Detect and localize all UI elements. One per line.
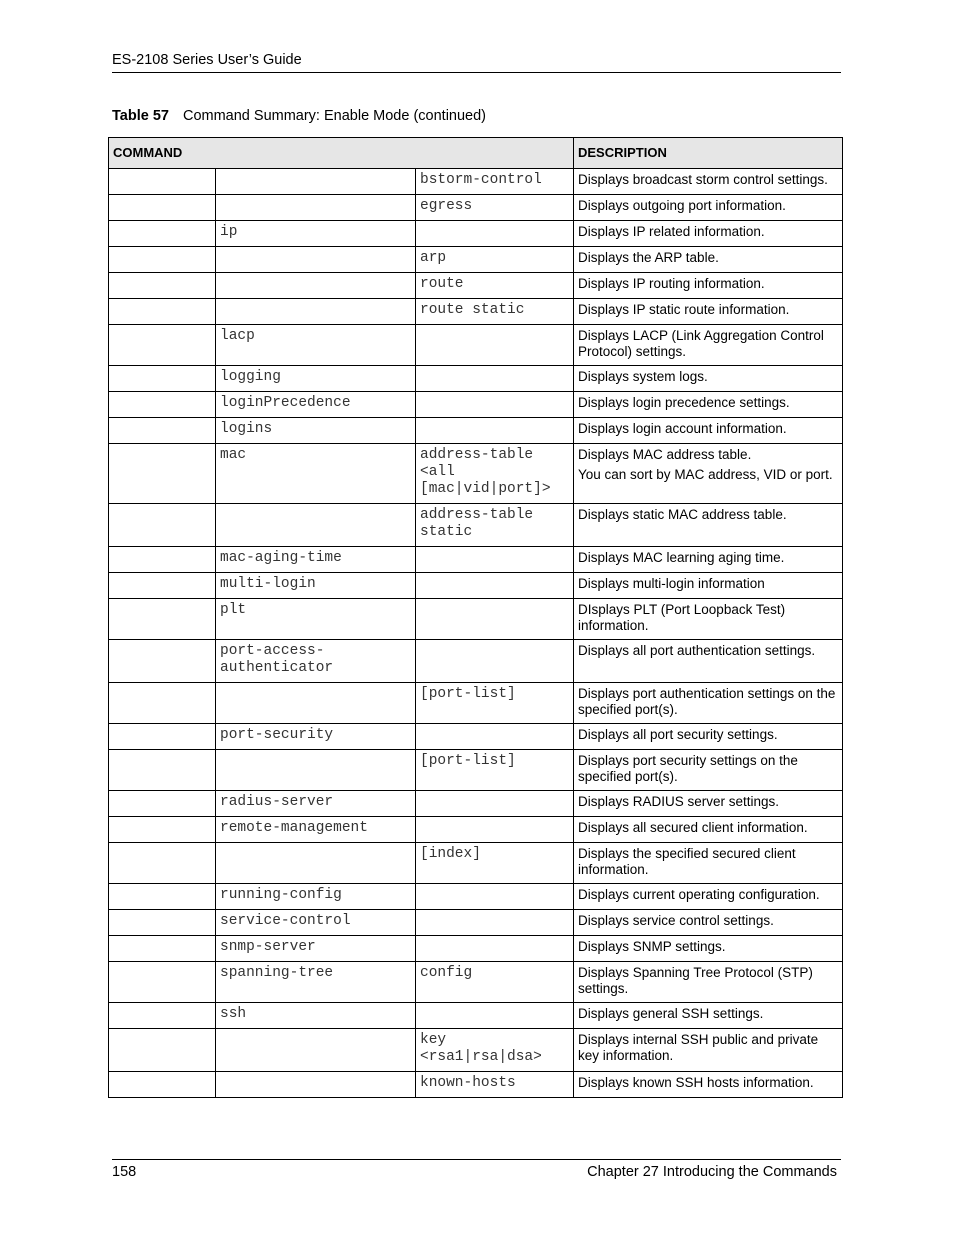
- command-level-1: [109, 504, 216, 547]
- table-row: [109, 1072, 843, 1098]
- command-level-2: mac: [216, 444, 416, 504]
- description-text: Displays current operating configuration.: [578, 887, 820, 902]
- description-cell: [574, 599, 843, 640]
- command-level-1: [109, 573, 216, 599]
- command-level-2: lacp: [216, 325, 416, 366]
- description-cell: [574, 843, 843, 884]
- command-level-3: arp: [416, 247, 574, 273]
- guide-title: ES-2108 Series User’s Guide: [112, 52, 302, 68]
- description-cell: [574, 640, 843, 683]
- description-text: Displays IP related information.: [578, 224, 765, 239]
- command-level-2: snmp-server: [216, 936, 416, 962]
- command-level-2: port-access-authenticator: [216, 640, 416, 683]
- table-row: [109, 504, 843, 547]
- command-level-1: [109, 392, 216, 418]
- description-text: Displays IP routing information.: [578, 276, 765, 291]
- description-cell: [574, 884, 843, 910]
- table-row: [109, 247, 843, 273]
- description-cell: [574, 1072, 843, 1098]
- command-level-3: [416, 366, 574, 392]
- command-level-2: [216, 169, 416, 195]
- table-body: [109, 169, 843, 1098]
- table-number: Table 57: [112, 108, 169, 124]
- command-level-2: [216, 1029, 416, 1072]
- command-level-3: address-table <all [mac|vid|port]>: [416, 444, 574, 504]
- table-row: [109, 910, 843, 936]
- command-level-1: [109, 843, 216, 884]
- description-cell: [574, 1029, 843, 1072]
- table-row: [109, 444, 843, 504]
- description-text: Displays known SSH hosts information.: [578, 1075, 814, 1090]
- table-row: [109, 683, 843, 724]
- command-level-1: [109, 169, 216, 195]
- command-level-2: [216, 504, 416, 547]
- table-row: [109, 1029, 843, 1072]
- description-text: Displays internal SSH public and private key information.: [578, 1032, 819, 1063]
- description-cell: [574, 444, 843, 504]
- command-level-3: [416, 221, 574, 247]
- description-text: Displays MAC address table.: [578, 447, 752, 462]
- command-level-3: egress: [416, 195, 574, 221]
- command-level-2: running-config: [216, 884, 416, 910]
- description-text: Displays port security settings on the specified port(s).: [578, 753, 798, 784]
- description-text: Displays port authentication settings on the specified port(s).: [578, 686, 836, 717]
- command-level-3: [416, 640, 574, 683]
- command-level-2: multi-login: [216, 573, 416, 599]
- description-text: Displays login precedence settings.: [578, 395, 790, 410]
- command-level-3: [416, 418, 574, 444]
- description-cell: [574, 724, 843, 750]
- command-level-2: spanning-tree: [216, 962, 416, 1003]
- command-level-3: [416, 1003, 574, 1029]
- description-text: Displays the specified secured client information.: [578, 846, 796, 877]
- description-cell: [574, 392, 843, 418]
- command-level-1: [109, 724, 216, 750]
- description-text: Displays login account information.: [578, 421, 787, 436]
- table-row: [109, 843, 843, 884]
- description-text: Displays SNMP settings.: [578, 939, 726, 954]
- command-level-2: loginPrecedence: [216, 392, 416, 418]
- description-cell: [574, 504, 843, 547]
- command-level-2: service-control: [216, 910, 416, 936]
- command-level-3: address-table static: [416, 504, 574, 547]
- command-level-3: [416, 910, 574, 936]
- table-row: [109, 791, 843, 817]
- command-level-1: [109, 884, 216, 910]
- description-cell: [574, 273, 843, 299]
- table-row: [109, 325, 843, 366]
- command-level-3: [416, 392, 574, 418]
- description-cell: [574, 418, 843, 444]
- table-row: [109, 418, 843, 444]
- table-row: [109, 884, 843, 910]
- table-row: [109, 195, 843, 221]
- description-text: Displays system logs.: [578, 369, 708, 384]
- description-cell: [574, 791, 843, 817]
- description-text: Displays general SSH settings.: [578, 1006, 764, 1021]
- command-level-3: [416, 724, 574, 750]
- column-header-description: DESCRIPTION: [574, 138, 843, 169]
- table-title: Command Summary: Enable Mode (continued): [182, 108, 487, 124]
- description-cell: [574, 573, 843, 599]
- command-level-2: [216, 195, 416, 221]
- command-level-1: [109, 221, 216, 247]
- command-level-2: ip: [216, 221, 416, 247]
- description-cell: [574, 299, 843, 325]
- command-level-2: mac-aging-time: [216, 547, 416, 573]
- description-text: Displays the ARP table.: [578, 250, 719, 265]
- description-text: Displays broadcast storm control settings.: [578, 172, 828, 187]
- command-level-2: logins: [216, 418, 416, 444]
- description-text: Displays Spanning Tree Protocol (STP) settings.: [578, 965, 813, 996]
- command-level-3: known-hosts: [416, 1072, 574, 1098]
- command-level-1: [109, 640, 216, 683]
- command-level-1: [109, 936, 216, 962]
- command-level-2: [216, 750, 416, 791]
- description-cell: [574, 366, 843, 392]
- table-row: [109, 936, 843, 962]
- command-level-2: [216, 299, 416, 325]
- description-cell: [574, 169, 843, 195]
- command-level-1: [109, 1072, 216, 1098]
- command-level-1: [109, 1029, 216, 1072]
- table-row: [109, 750, 843, 791]
- command-level-3: route: [416, 273, 574, 299]
- command-level-3: bstorm-control: [416, 169, 574, 195]
- command-table: [108, 137, 843, 1098]
- description-cell: [574, 195, 843, 221]
- command-level-3: [416, 325, 574, 366]
- description-cell: [574, 817, 843, 843]
- page-number: 158: [112, 1164, 137, 1180]
- command-level-1: [109, 273, 216, 299]
- description-text: Displays IP static route information.: [578, 302, 790, 317]
- table-row: [109, 547, 843, 573]
- table-row: [109, 640, 843, 683]
- description-text: Displays all secured client information.: [578, 820, 808, 835]
- description-cell: [574, 910, 843, 936]
- description-cell: [574, 547, 843, 573]
- command-level-1: [109, 817, 216, 843]
- description-cell: [574, 750, 843, 791]
- command-level-3: [port-list]: [416, 750, 574, 791]
- command-level-1: [109, 444, 216, 504]
- command-level-3: [port-list]: [416, 683, 574, 724]
- description-text: Displays all port security settings.: [578, 727, 778, 742]
- description-text: Displays multi-login information: [578, 576, 765, 591]
- table-row: [109, 221, 843, 247]
- command-level-3: [416, 573, 574, 599]
- description-text: DIsplays PLT (Port Loopback Test) information.: [578, 602, 786, 633]
- command-level-1: [109, 247, 216, 273]
- command-level-2: [216, 247, 416, 273]
- command-level-1: [109, 683, 216, 724]
- page-footer: [112, 1159, 841, 1180]
- command-level-3: route static: [416, 299, 574, 325]
- command-level-3: [index]: [416, 843, 574, 884]
- description-cell: [574, 221, 843, 247]
- command-level-1: [109, 1003, 216, 1029]
- table-header-row: [109, 138, 843, 169]
- command-level-1: [109, 750, 216, 791]
- command-level-2: [216, 843, 416, 884]
- command-level-3: [416, 599, 574, 640]
- table-row: [109, 169, 843, 195]
- description-note: You can sort by MAC address, VID or port.: [578, 467, 833, 482]
- description-cell: [574, 247, 843, 273]
- command-level-2: radius-server: [216, 791, 416, 817]
- command-level-2: [216, 683, 416, 724]
- table-row: [109, 724, 843, 750]
- command-level-2: logging: [216, 366, 416, 392]
- description-cell: [574, 962, 843, 1003]
- table-row: [109, 299, 843, 325]
- description-cell: [574, 683, 843, 724]
- description-text: Displays service control settings.: [578, 913, 774, 928]
- command-level-1: [109, 910, 216, 936]
- command-level-1: [109, 418, 216, 444]
- table-row: [109, 817, 843, 843]
- description-text: Displays static MAC address table.: [578, 507, 787, 522]
- table-row: [109, 962, 843, 1003]
- command-level-3: [416, 791, 574, 817]
- command-level-1: [109, 325, 216, 366]
- description-cell: [574, 936, 843, 962]
- table-row: [109, 392, 843, 418]
- command-level-1: [109, 299, 216, 325]
- description-text: Displays all port authentication settings.: [578, 643, 816, 658]
- description-text: Displays MAC learning aging time.: [578, 550, 785, 565]
- command-level-3: [416, 884, 574, 910]
- command-level-2: port-security: [216, 724, 416, 750]
- column-header-command: COMMAND: [109, 138, 574, 169]
- description-text: Displays outgoing port information.: [578, 198, 786, 213]
- command-level-1: [109, 195, 216, 221]
- command-level-2: ssh: [216, 1003, 416, 1029]
- chapter-title: Chapter 27 Introducing the Commands: [587, 1164, 837, 1180]
- page-header: [112, 52, 841, 73]
- table-row: [109, 366, 843, 392]
- command-level-3: [416, 936, 574, 962]
- description-text: Displays LACP (Link Aggregation Control Protocol) settings.: [578, 328, 824, 359]
- command-level-3: config: [416, 962, 574, 1003]
- description-text: Displays RADIUS server settings.: [578, 794, 780, 809]
- command-level-1: [109, 599, 216, 640]
- table-row: [109, 1003, 843, 1029]
- command-level-1: [109, 962, 216, 1003]
- command-level-3: [416, 547, 574, 573]
- description-cell: [574, 325, 843, 366]
- command-level-1: [109, 366, 216, 392]
- command-level-2: remote-management: [216, 817, 416, 843]
- command-level-2: plt: [216, 599, 416, 640]
- command-level-1: [109, 547, 216, 573]
- table-row: [109, 573, 843, 599]
- command-level-3: [416, 817, 574, 843]
- command-level-3: key <rsa1|rsa|dsa>: [416, 1029, 574, 1072]
- command-level-2: [216, 1072, 416, 1098]
- table-caption: [112, 108, 486, 124]
- description-cell: [574, 1003, 843, 1029]
- command-level-1: [109, 791, 216, 817]
- command-level-2: [216, 273, 416, 299]
- table-row: [109, 599, 843, 640]
- table-row: [109, 273, 843, 299]
